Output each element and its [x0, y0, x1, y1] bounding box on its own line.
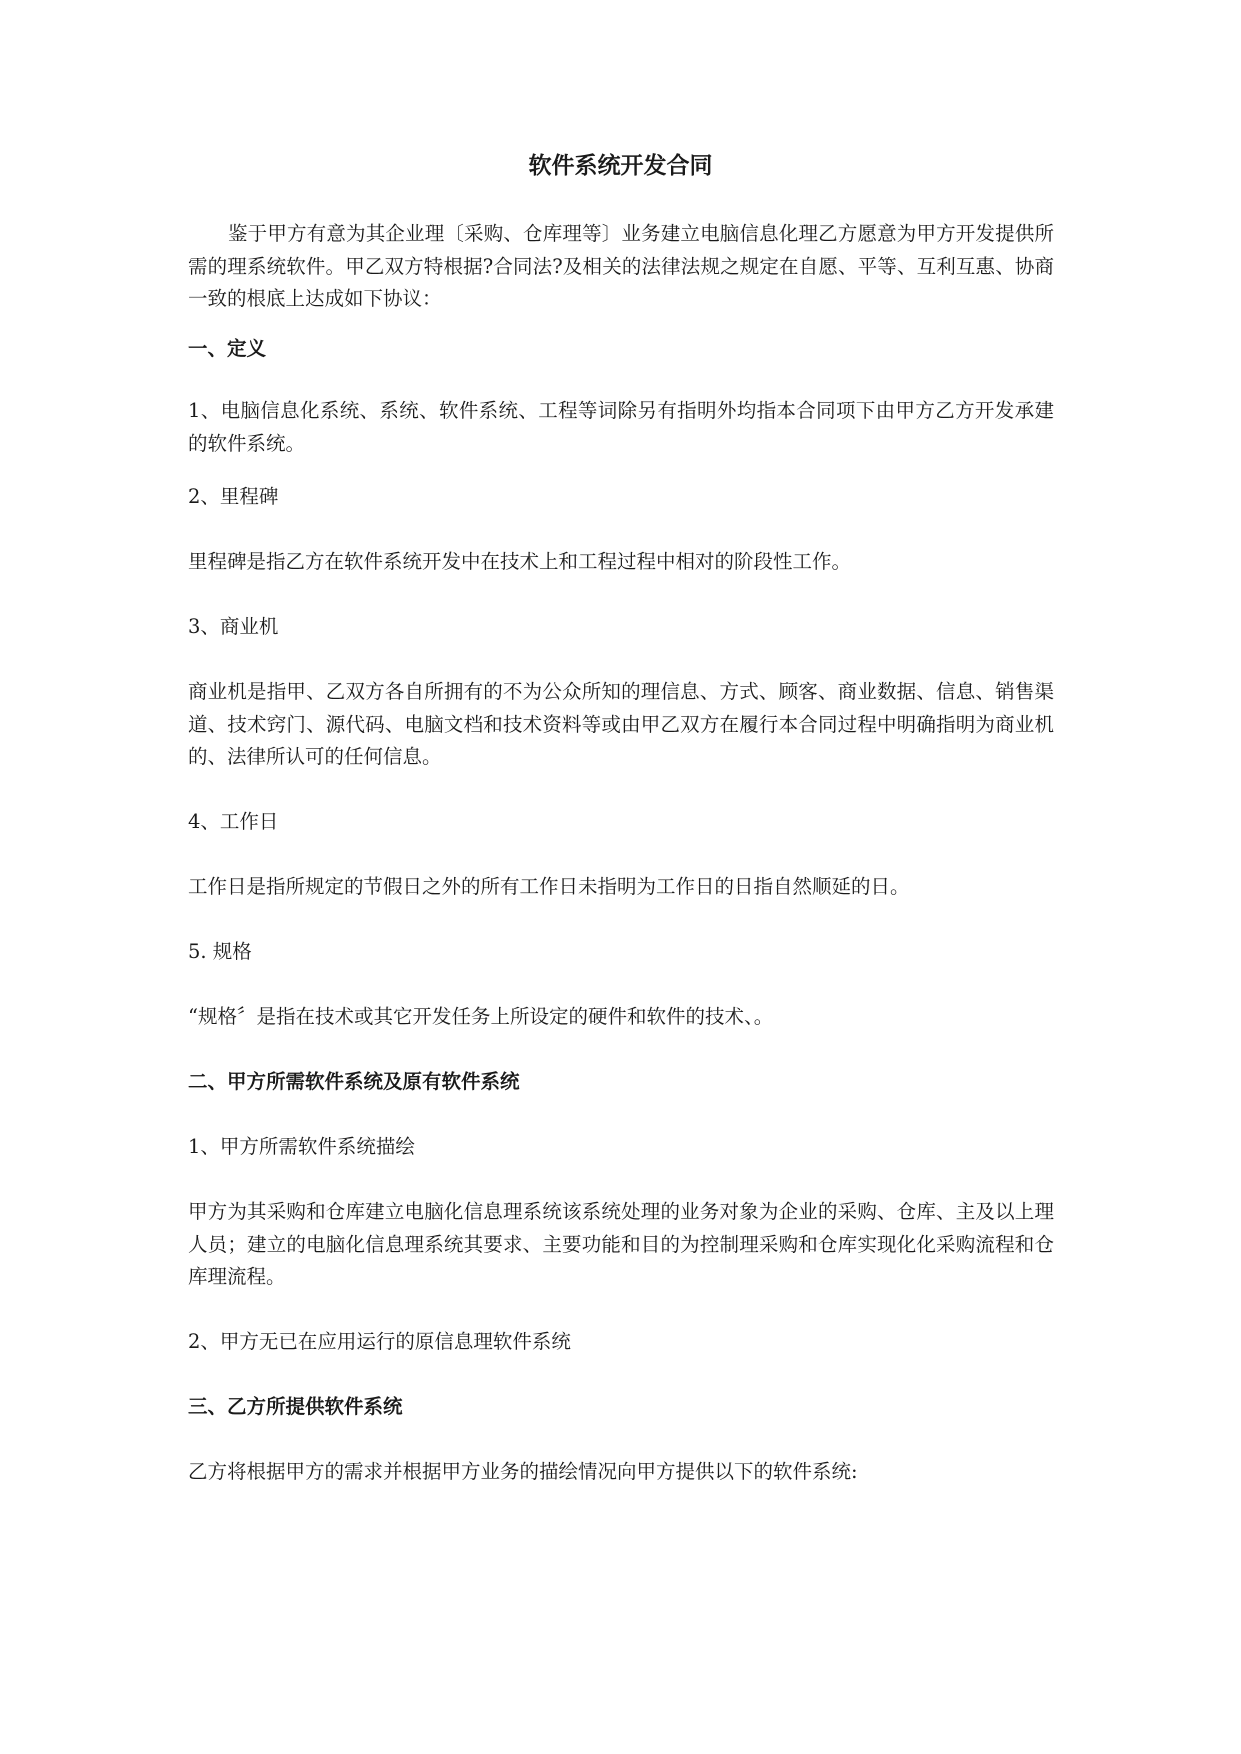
section-2-item-2-label: 2、甲方无已在应用运行的原信息理软件系统: [188, 1330, 571, 1353]
document-title: 软件系统开发合同: [528, 153, 713, 179]
section-2-item-1-text: 甲方为其采购和仓库建立电脑化信息理系统该系统处理的业务对象为企业的采购、仓库、主及以上理人员；建立的电脑化信息理系统其要求、主要功能和目的为控制理采购和仓库实现化化采购流程和仓库理流程。: [188, 1200, 1054, 1288]
section-1-heading: 一、定义: [188, 337, 267, 360]
section-2-heading: 二、甲方所需软件系统及原有软件系统: [188, 1070, 520, 1093]
definition-3-text: 商业机是指甲、乙双方各自所拥有的不为公众所知的理信息、方式、顾客、商业数据、信息、销售渠道、技术窍门、源代码、电脑文档和技术资料等或由甲乙双方在履行本合同过程中明确指明为商业机的、法律所认可的任何信息。: [188, 680, 1054, 768]
definition-5-text: “规格〞是指在技术或其它开发任务上所设定的硬件和软件的技术、。: [188, 1005, 774, 1028]
definition-2-text: 里程碑是指乙方在软件系统开发中在技术上和工程过程中相对的阶段性工作。: [188, 550, 852, 573]
definition-4-text: 工作日是指所规定的节假日之外的所有工作日未指明为工作日的日指自然顺延的日。: [188, 875, 910, 898]
definition-5-label: 5. 规格: [188, 940, 252, 963]
intro-paragraph: 鉴于甲方有意为其企业理〔采购、仓库理等〕业务建立电脑信息化理乙方愿意为甲方开发提供所需的理系统软件。甲乙双方特根据?合同法?及相关的法律法规之规定在自愿、平等、互利互惠、协商一致的根底上达成如下协议：: [188, 222, 1054, 310]
section-2-item-1-label: 1、甲方所需软件系统描绘: [188, 1135, 415, 1158]
definition-1-text: 1、电脑信息化系统、系统、软件系统、工程等词除另有指明外均指本合同项下由甲方乙方开发承建的软件系统。: [188, 399, 1054, 455]
section-3-text: 乙方将根据甲方的需求并根据甲方业务的描绘情况向甲方提供以下的软件系统:: [188, 1460, 858, 1483]
definition-3-label: 3、商业机: [188, 615, 279, 638]
definition-2-label: 2、里程碑: [188, 485, 279, 508]
section-3-heading: 三、乙方所提供软件系统: [188, 1395, 403, 1418]
definition-4-label: 4、工作日: [188, 810, 279, 833]
